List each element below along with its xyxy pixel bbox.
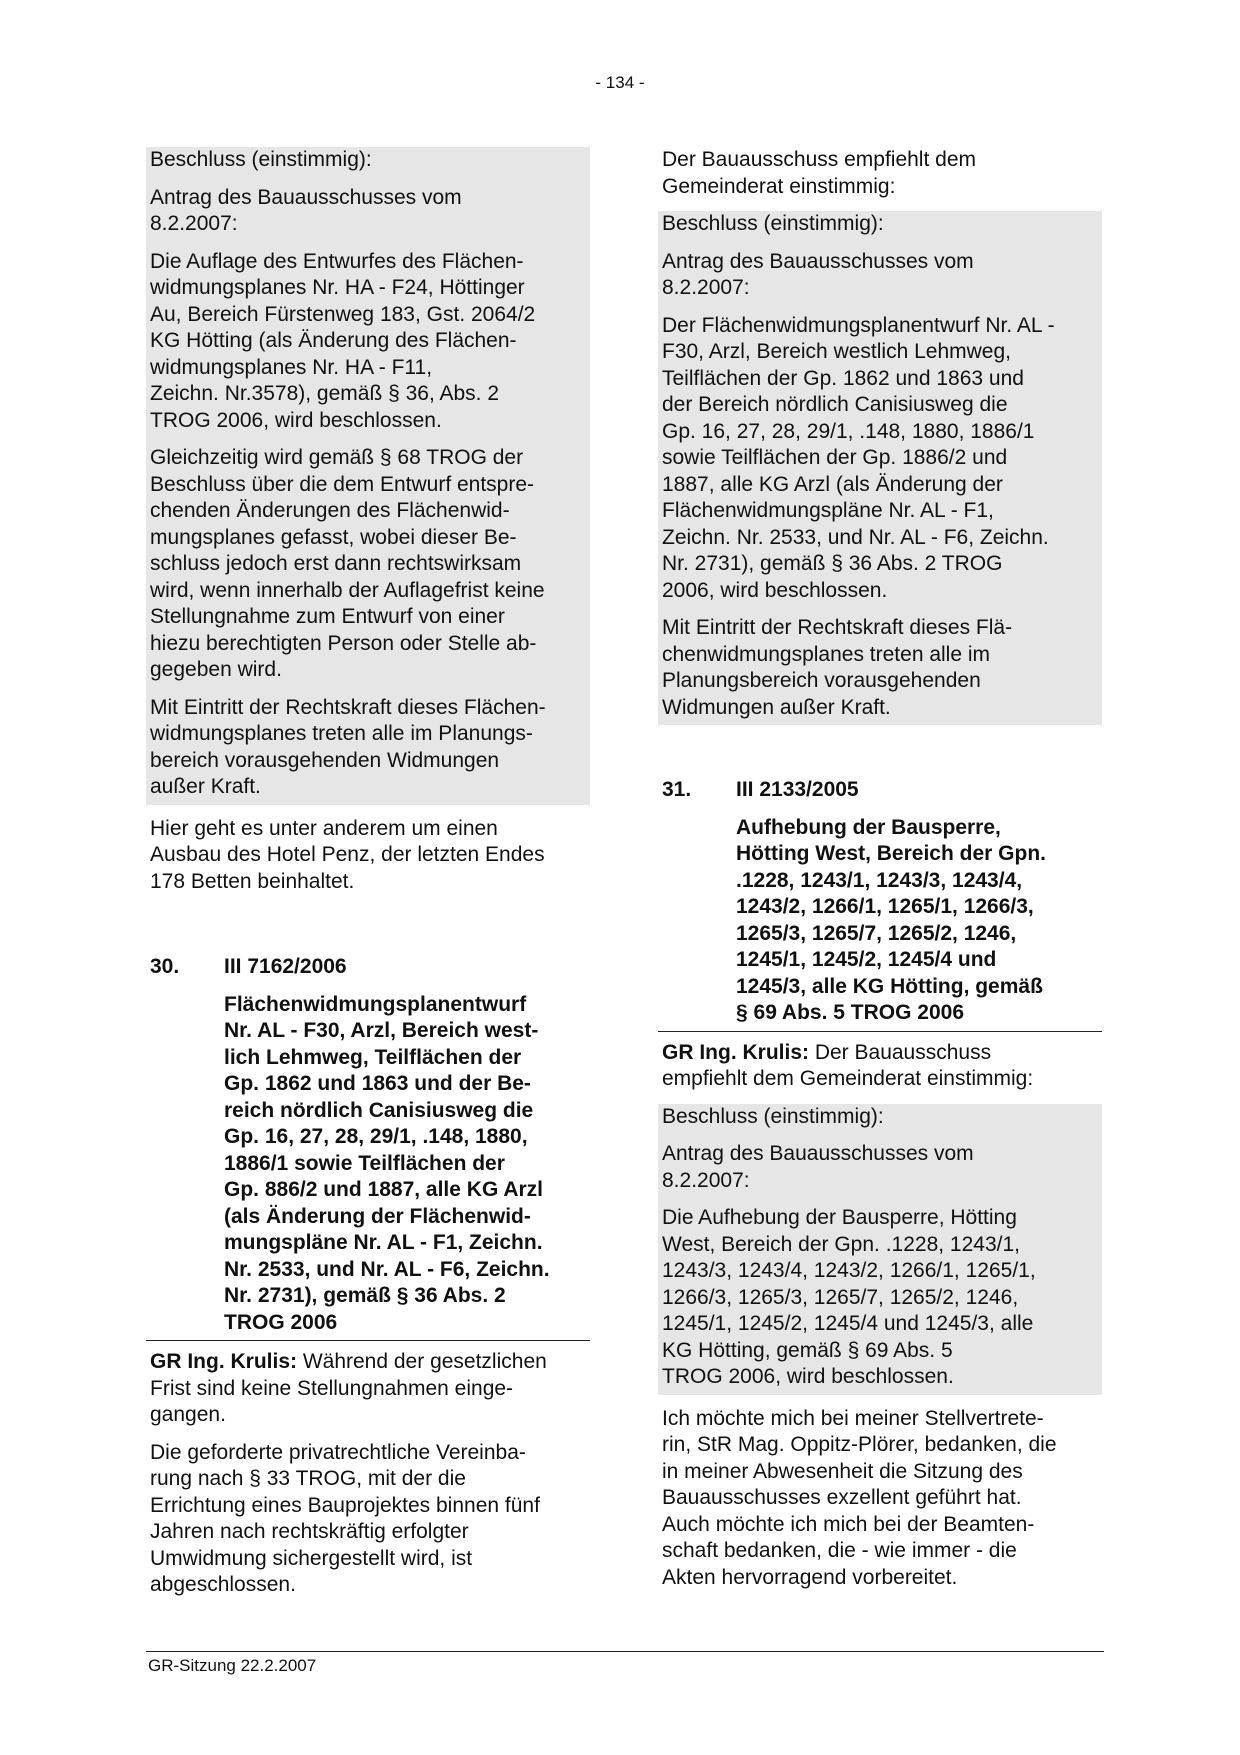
footer-text: GR-Sitzung 22.2.2007 — [148, 1656, 317, 1675]
agenda-item-header — [658, 777, 1102, 804]
agenda-item-title: Aufhebung der Bausperre, Hötting West, Bereich der Gpn. .1228, 1243/1, 1243/3, 1243/4, 1243/2, 1266/1, 1265/1, 1266/3, 1265/3, 1265/7, 1265/2, 1246, 1245/1, 1245/2, 1245/4 und 1245/3, alle KG Hötting, gemäß § 69 Abs. 5 TROG 2006 — [658, 815, 1102, 1032]
motion-line: Antrag des Bauausschusses vom 8.2.2007: — [662, 249, 974, 299]
page-number: - 134 - — [595, 73, 645, 92]
resolution-text: Mit Eintritt der Rechtskraft dieses Flä- chenwidmungsplanes treten alle im Planungsbereich vorausgehenden Widmungen außer Kraft. — [662, 616, 1013, 719]
right-column — [658, 147, 1102, 1602]
body-paragraph: Ich möchte mich bei meiner Stellvertrete- rin, StR Mag. Oppitz-Plörer, bedanken, die in meiner Abwesenheit die Sitzung des Bauausschusses exzellent geführt hat. Auch möchte ich mich bei der Beamten- schaft bedanken, die - wie immer - die Akten hervorragend vorbereitet. — [662, 1406, 1057, 1589]
speaker-name: GR Ing. Krulis: — [150, 1350, 297, 1373]
resolution-heading: Beschluss (einstimmig): — [150, 148, 372, 171]
motion-line: Antrag des Bauausschusses vom 8.2.2007: — [150, 185, 462, 235]
agenda-item-header — [146, 954, 590, 981]
recommendation-intro: Der Bauausschuss empfiehlt dem Gemeinderat einstimmig: — [662, 148, 976, 198]
resolution-text: Der Flächenwidmungsplanentwurf Nr. AL - F30, Arzl, Bereich westlich Lehmweg, Teilflächen der Gp. 1862 und 1863 und der Bereich nördlich Canisiusweg die Gp. 16, 27, 28, 29/1, .148, 1880, 1886/1 sowie Teilflächen der Gp. 1886/2 und 1887, alle KG Arzl (als Änderung der Flächenwidmungspläne Nr. AL - F1, Zeichn. Nr. 2533, und Nr. AL - F6, Zeichn. Nr. 2731), gemäß § 36 Abs. 2 TROG 2006, wird beschlossen. — [662, 313, 1055, 602]
left-column — [146, 147, 590, 1610]
footer-divider — [146, 1651, 1104, 1652]
speaker-paragraph — [658, 1040, 1102, 1093]
body-paragraph: Die geforderte privatrechtliche Vereinba- rung nach § 33 TROG, mit der die Errichtung eines Bauprojektes binnen fünf Jahren nach rechtskräftig erfolgter Umwidmung sichergestellt wird, ist abgeschlossen. — [150, 1440, 540, 1596]
agenda-item-title: Flächenwidmungsplanentwurf Nr. AL - F30, Arzl, Bereich west- lich Lehmweg, Teilflächen der Gp. 1862 und 1863 und der Be- reich nördlich Canisiusweg die Gp. 16, 27, 28, 29/1, .148, 1880, 1886/1 sowie Teilflächen der Gp. 886/2 und 1887, alle KG Arzl (als Änderung der Flächenwid- mungspläne Nr. AL - F1, Zeichn. Nr. 2533, und Nr. AL - F6, Zeichn. Nr. 2731), gemäß § 36 Abs. 2 TROG 2006 — [146, 992, 590, 1342]
resolution-heading: Beschluss (einstimmig): — [662, 212, 884, 235]
resolution-text: Gleichzeitig wird gemäß § 68 TROG der Beschluss über die dem Entwurf entspre- chenden Änderungen des Flächenwid- mungsplanes gefasst, wobei dieser Be- schluss jedoch erst dann rechtswirksam wird, wenn innerhalb der Auflagefrist keine Stellungnahme zum Entwurf von einer hiezu berechtigten Person oder Stelle ab- gegeben wird. — [150, 446, 545, 681]
motion-line: Antrag des Bauausschusses vom 8.2.2007: — [662, 1142, 974, 1192]
resolution-box — [658, 1104, 1102, 1395]
agenda-item-ref: III 2133/2005 — [736, 778, 859, 801]
speaker-text: Der Bauausschuss empfiehlt dem Gemeinderat einstimmig: — [662, 1040, 1034, 1090]
resolution-text: Die Auflage des Entwurfes des Flächen- widmungsplanes Nr. HA - F24, Höttinger Au, Bereich Fürstenweg 183, Gst. 2064/2 KG Hötting (als Änderung des Flächen- widmungsplanes Nr. HA - F11, Zeichn. Nr.3578), gemäß § 36, Abs. 2 TROG 2006, wird beschlossen. — [150, 249, 536, 432]
resolution-box — [658, 211, 1102, 725]
agenda-item-number: 30. — [150, 955, 180, 978]
resolution-box — [146, 147, 590, 805]
resolution-text: Die Aufhebung der Bausperre, Hötting West, Bereich der Gpn. .1228, 1243/1, 1243/3, 1243/4, 1243/2, 1266/1, 1265/1, 1266/3, 1265/3, 1265/7, 1265/2, 1246, 1245/1, 1245/2, 1245/4 und 1245/3, alle KG Hötting, gemäß § 69 Abs. 5 TROG 2006, wird beschlossen. — [662, 1206, 1036, 1388]
agenda-item-number: 31. — [662, 778, 692, 801]
resolution-heading: Beschluss (einstimmig): — [662, 1104, 884, 1128]
resolution-text: Mit Eintritt der Rechtskraft dieses Flächen- widmungsplanes treten alle im Planungs- bereich vorausgehenden Widmungen außer Kraft. — [150, 695, 546, 798]
commentary-paragraph: Hier geht es unter anderem um einen Ausbau des Hotel Penz, der letzten Endes 178 Betten beinhaltet. — [150, 816, 545, 893]
speaker-name: GR Ing. Krulis: — [662, 1040, 809, 1064]
speaker-paragraph — [146, 1349, 590, 1429]
agenda-item-ref: III 7162/2006 — [224, 955, 347, 978]
speaker-text: Während der gesetzlichen Frist sind keine Stellungnahmen einge- gangen. — [150, 1350, 547, 1426]
